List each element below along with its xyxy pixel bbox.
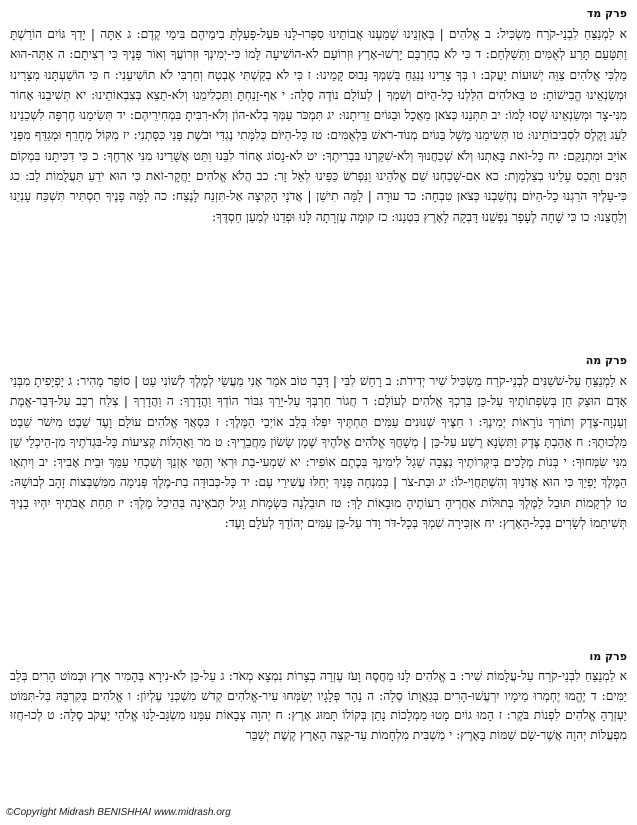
chapter-text: א לַמְנַצֵּחַ לִבְנֵי-קֹרַח עַל-עֲלָמוֹת שִׁיר: ב אֱלֹהִים לָנוּ מַחֲסֶה וָעֹז עֶזְרָה בְצָרוֹת נִמְצָא מְאֹד: ג עַל-כֵּן לֹא-נִירָא בְּהָמִיר אָרֶץ וּבְמוֹט הָרִים בְּלֵב יַמִּים: ד יֶהֱמוּ יֶחְמְרוּ מֵימָיו יִרְעֲשׁוּ-הָרִים בְּגַאֲוָתוֹ סֶלָה: ה נָהָר פְּלָגָיו יְשַׂמְּחוּ עִיר-אֱלֹהִים קְדֹשׁ מִשְׁכְּנֵי עֶלְיוֹן: ו אֱלֹהִים בְּקִרְבָּהּ בַּל-תִּמּוֹט יַעְזְרֶהָ אֱלֹהִים לִפְנוֹת בֹּקֶר: ז הָמוּ גוֹיִם מָטוּ מַמְלָכוֹת נָתַן בְּקוֹלוֹ תָּמוּג אָרֶץ: ח יְהוָה צְבָאוֹת עִמָּנוּ מִשְׂגָּב-לָנוּ אֱלֹהֵי יַעֲקֹב סֶלָה: ט לְכוּ-חֲזוּ מִפְעֲלוֹת יְהוָה אֲשֶׁר-שָׂם שַׁמּוֹת בָּאָרֶץ: י מַשְׁבִּית מִלְחָמוֹת עַד-קְצֵה הָאָרֶץ קֶשֶׁת יְשַׁבֵּר [10, 669, 627, 742]
chapter-title: פרק מד [586, 7, 627, 20]
copyright-footer: ©Copyright Midrash BENISHHAI www.midrash.org [6, 807, 231, 818]
chapter-45 [10, 353, 627, 533]
chapter-44 [10, 6, 627, 227]
chapter-text: א לַמְנַצֵּחַ לִבְנֵי-קֹרַח מַשְׂכִּיל: ב אֱלֹהִים | בְּאָזְנֵינוּ שָׁמַעְנוּ אֲבוֹתֵינוּ סִפְּרוּ-לָנוּ פֹּעַל-פָּעַלְתָּ בִימֵיהֶם בִּימֵי קֶדֶם: ג אַתָּה | יָדְךָ גּוֹיִם הוֹרַשְׁתָּ וַתִּטָּעֵם תָּרַע לְאֻמִּים וַתְּשַׁלְּחֵם: ד כִּי לֹא בְחַרְבָּם יָרְשׁוּ-אָרֶץ וּזְרוֹעָם לֹא-הוֹשִׁיעָה לָּמוֹ כִּי-יְמִינְךָ וּזְרוֹעֲךָ וְאוֹר פָּנֶיךָ כִּי רְצִיתָם: ה אַתָּה-הוּא מַלְכִּי אֱלֹהִים צַוֵּה יְשׁוּעוֹת יַעֲקֹב: ו בְּךָ צָרֵינוּ נְנַגֵּחַ בְּשִׁמְךָ נָבוּס קָמֵינוּ: ז כִּי לֹא בְקַשְׁתִּי אֶבְטָח וְחַרְבִּי לֹא תוֹשִׁיעֵנִי: ח כִּי הוֹשַׁעְתָּנוּ מִצָּרֵינוּ וּמְשַׂנְאֵינוּ הֱבִישׁוֹתָ: ט בֵּאלֹהִים הִלַּלְנוּ כָל-הַיּוֹם וְשִׁמְךָ | לְעוֹלָם נוֹדֶה סֶלָה: י אַף-זָנַחְתָּ וַתַּכְלִימֵנוּ וְלֹא-תֵצֵא בְּצִבְאוֹתֵינוּ: יא תְּשִׁיבֵנוּ אָחוֹר מִנִּי-צָר וּמְשַׂנְאֵינוּ שָׁסוּ לָמוֹ: יב תִּתְּנֵנוּ כְּצֹאן מַאֲכָל וּבַגּוֹיִם זֵרִיתָנוּ: יג תִּמְכֹּר עַמְּךָ בְלֹא-הוֹן וְלֹא-רִבִּיתָ בִּמְחִירֵיהֶם: יד תְּשִׂימֵנוּ חֶרְפָּה לִשְׁכֵנֵינוּ לַעַג וָקֶלֶס לִסְבִיבוֹתֵינוּ: טו תְּשִׂימֵנוּ מָשָׁל בַּגּוֹיִם מְנוֹד-רֹאשׁ בַּלְאֻמִּים: טז כָּל-הַיּוֹם כְּלִמָּתִי נֶגְדִּי וּבֹשֶׁת פָּנַי כִּסָּתְנִי: יז מִקּוֹל מְחָרֵף וּמְגַדֵּף מִפְּנֵי אוֹיֵב וּמִתְנַקֵּם: יח כָּל-זֹאת בָּאַתְנוּ וְלֹא שְׁכַחֲנוּךָ וְלֹא-שִׁקַּרְנוּ בִּבְרִיתֶךָ: יט לֹא-נָסוֹג אָחוֹר לִבֵּנוּ וַתֵּט אֲשֻׁרֵינוּ מִנִּי אָרְחֶךָ: כ כִּי דִכִּיתָנוּ בִּמְקוֹם תַּנִּים וַתְּכַס עָלֵינוּ בְצַלְמָוֶת: כא אִם-שָׁכַחְנוּ שֵׁם אֱלֹהֵינוּ וַנִּפְרֹשׂ כַּפֵּינוּ לְאֵל זָר: כב הֲלֹא אֱלֹהִים יַחֲקָר-זֹאת כִּי הוּא יֹדֵעַ תַּעֲלֻמוֹת לֵב: כג כִּי-עָלֶיךָ הֹרַגְנוּ כָל-הַיּוֹם נֶחְשַׁבְנוּ כְּצֹאן טִבְחָה: כד עוּרָה | לָמָּה תִישַׁן | אֲדֹנָי הָקִיצָה אַל-תִּזְנַח לָנֶצַח: כה לָמָּה פָנֶיךָ תַסְתִּיר תִּשְׁכַּח עָנְיֵנוּ וְלַחֲצֵנוּ: כו כִּי שָׁחָה לֶעָפָר נַפְשֵׁנוּ דָּבְקָה לָאָרֶץ בִּטְנֵנוּ: כז קוּמָה עֶזְרָתָה לָּנוּ וּפְדֵנוּ לְמַעַן חַסְדֶּךָ: [10, 27, 627, 224]
chapter-text: א לַמְנַצֵּחַ עַל-שֹׁשַׁנִּים לִבְנֵי-קֹרַח מַשְׂכִּיל שִׁיר יְדִידֹת: ב רָחַשׁ לִבִּי | דָּבָר טוֹב אֹמֵר אָנִי מַעֲשַׂי לְמֶלֶךְ לְשׁוֹנִי עֵט | סוֹפֵר מָהִיר: ג יָפְיָפִיתָ מִבְּנֵי אָדָם הוּצַק חֵן בְּשְׂפְתוֹתֶיךָ עַל-כֵּן בֵּרַכְךָ אֱלֹהִים לְעוֹלָם: ד חֲגוֹר חַרְבְּךָ עַל-יָרֵךְ גִּבּוֹר הוֹדְךָ וַהֲדָרֶךָ: ה וַהֲדָרְךָ | צְלַח רְכַב עַל-דְּבַר-אֱמֶת וְעַנְוָה-צֶדֶק וְתוֹרְךָ נוֹרָאוֹת יְמִינֶךָ: ו חִצֶּיךָ שְׁנוּנִים עַמִּים תַּחְתֶּיךָ יִפְּלוּ בְּלֵב אוֹיְבֵי הַמֶּלֶךְ: ז כִּסְאֲךָ אֱלֹהִים עוֹלָם וָעֶד שֵׁבֶט מִישֹׁר שֵׁבֶט מַלְכוּתֶךָ: ח אָהַבְתָּ צֶּדֶק וַתִּשְׂנָא רֶשַׁע עַל-כֵּן | מְשָׁחֲךָ אֱלֹהִים אֱלֹהֶיךָ שֶׁמֶן שָׂשׂוֹן מֵחֲבֵרֶיךָ: ט מֹר וַאֲהָלוֹת קְצִיעוֹת כָּל-בִּגְדֹתֶיךָ מִן-הֵיכְלֵי שֵׁן מִנִּי שִׂמְּחוּךָ: י בְּנוֹת מְלָכִים בְּיִקְּרוֹתֶיךָ נִצְּבָה שֵׁגַל לִימִינְךָ בְּכֶתֶם אוֹפִיר: יא שִׁמְעִי-בַת וּרְאִי וְהַטִּי אָזְנֵךְ וְשִׁכְחִי עַמֵּךְ וּבֵית אָבִיךְ: יב וְיִתְאָו הַמֶּלֶךְ יָפְיֵךְ כִּי הוּא אֲדֹנַיִךְ וְהִשְׁתַּחֲוִי-לוֹ: יג וּבַת-צֹר | בְּמִנְחָה פָּנַיִךְ יְחַלּוּ עֲשִׁירֵי עָם: יד כָּל-כְּבוּדָּה בַת-מֶלֶךְ פְּנִימָה מִמִּשְׁבְּצוֹת זָהָב לְבוּשָׁהּ: טו לִרְקָמוֹת תּוּבַל לַמֶּלֶךְ בְּתוּלוֹת אַחֲרֶיהָ רֵעוֹתֶיהָ מוּבָאוֹת לָךְ: טז תּוּבַלְנָה בִּשְׂמָחֹת וָגִיל תְּבֹאֶינָה בְּהֵיכַל מֶלֶךְ: יז תַּחַת אֲבֹתֶיךָ יִהְיוּ בָנֶיךָ תְּשִׁיתֵמוֹ לְשָׂרִים בְּכָל-הָאָרֶץ: יח אַזְכִּירָה שִׁמְךָ בְּכָל-דֹּר וָדֹר עַל-כֵּן עַמִּים יְהוֹדֻךָ לְעֹלָם וָעֶד: [10, 374, 627, 531]
chapter-title: פרק מו [589, 650, 627, 663]
chapter-46 [10, 649, 627, 745]
chapter-title: פרק מה [585, 354, 627, 367]
